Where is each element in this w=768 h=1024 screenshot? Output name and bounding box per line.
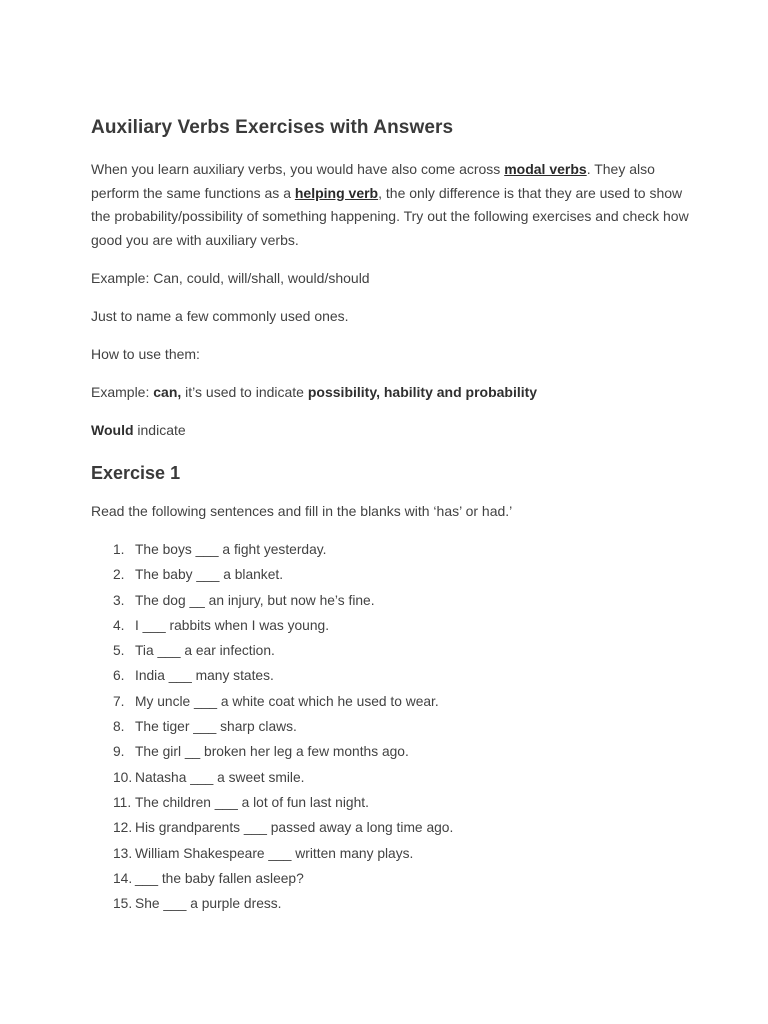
exercise-list xyxy=(91,537,691,916)
example-can-prefix: Example: xyxy=(91,384,154,400)
item-text: William Shakespeare ___ written many plays. xyxy=(135,845,414,861)
item-number: 2. xyxy=(113,567,125,583)
item-text: Tia ___ a ear infection. xyxy=(135,643,275,659)
list-item xyxy=(91,841,691,866)
list-item xyxy=(91,562,691,587)
item-text: Natasha ___ a sweet smile. xyxy=(135,769,305,785)
list-item xyxy=(91,739,691,764)
item-number: 5. xyxy=(113,643,125,659)
intro-text-1: When you learn auxiliary verbs, you would have also come across xyxy=(91,161,505,177)
item-number: 8. xyxy=(113,719,125,735)
exercise-heading: Exercise 1 xyxy=(91,463,181,483)
item-text: I ___ rabbits when I was young. xyxy=(135,617,330,633)
example-can-bold: can, xyxy=(153,384,182,400)
item-text: The dog __ an injury, but now he’s fine. xyxy=(135,592,375,608)
item-text: The children ___ a lot of fun last night. xyxy=(135,794,369,810)
list-item xyxy=(91,537,691,562)
example-can-line xyxy=(91,380,691,404)
common-line: Just to name a few commonly used ones. xyxy=(91,308,349,324)
document-page xyxy=(91,116,691,916)
item-text: His grandparents ___ passed away a long time ago. xyxy=(135,820,454,836)
item-text: My uncle ___ a white coat which he used to wear. xyxy=(135,693,439,709)
would-bold: Would xyxy=(91,422,134,438)
item-number: 14. xyxy=(113,870,133,886)
page-title: Auxiliary Verbs Exercises with Answers xyxy=(91,117,454,138)
list-item xyxy=(91,815,691,840)
how-to-line: How to use them: xyxy=(91,346,200,362)
item-text: The boys ___ a fight yesterday. xyxy=(135,542,327,557)
item-text: The tiger ___ sharp claws. xyxy=(135,719,297,735)
item-number: 4. xyxy=(113,617,125,633)
list-item xyxy=(91,588,691,613)
item-text: India ___ many states. xyxy=(135,668,274,684)
item-text: ___ the baby fallen asleep? xyxy=(135,870,304,886)
list-item xyxy=(91,891,691,916)
item-number: 7. xyxy=(113,693,125,709)
would-rest: indicate xyxy=(133,422,186,438)
intro-paragraph xyxy=(91,158,691,252)
item-number: 12. xyxy=(113,820,133,836)
item-number: 10. xyxy=(113,769,133,785)
modal-verbs-link[interactable]: modal verbs xyxy=(504,161,587,177)
list-item xyxy=(91,866,691,891)
item-number: 15. xyxy=(113,896,133,912)
list-item xyxy=(91,790,691,815)
helping-verb-link[interactable]: helping verb xyxy=(294,184,379,201)
example-can-middle: it’s used to indicate xyxy=(181,384,308,400)
item-text: The girl __ broken her leg a few months ago. xyxy=(135,744,409,760)
example-line: Example: Can, could, will/shall, would/should xyxy=(91,270,370,286)
would-line xyxy=(91,418,691,442)
intro-text-2: . They also perform the same functions as a xyxy=(91,161,655,201)
intro-text-3: , the only difference is that they are used to show the probability/possibility of something happening. Try out the following exercises and check how good you are with auxiliary verbs. xyxy=(91,184,689,248)
item-text: The baby ___ a blanket. xyxy=(135,567,284,583)
item-number: 3. xyxy=(113,592,125,608)
list-item xyxy=(91,689,691,714)
example-can-emphasis: possibility, hability and probability xyxy=(307,384,538,400)
exercise-instruction: Read the following sentences and fill in the blanks with ‘has’ or had.’ xyxy=(91,503,513,519)
list-item xyxy=(91,613,691,638)
list-item xyxy=(91,714,691,739)
list-item xyxy=(91,638,691,663)
list-item xyxy=(91,663,691,688)
item-text: She ___ a purple dress. xyxy=(135,896,282,912)
item-number: 6. xyxy=(113,668,125,684)
item-number: 1. xyxy=(113,542,125,557)
list-item xyxy=(91,765,691,790)
item-number: 11. xyxy=(113,794,132,810)
item-number: 13. xyxy=(113,845,133,861)
item-number: 9. xyxy=(113,744,125,760)
